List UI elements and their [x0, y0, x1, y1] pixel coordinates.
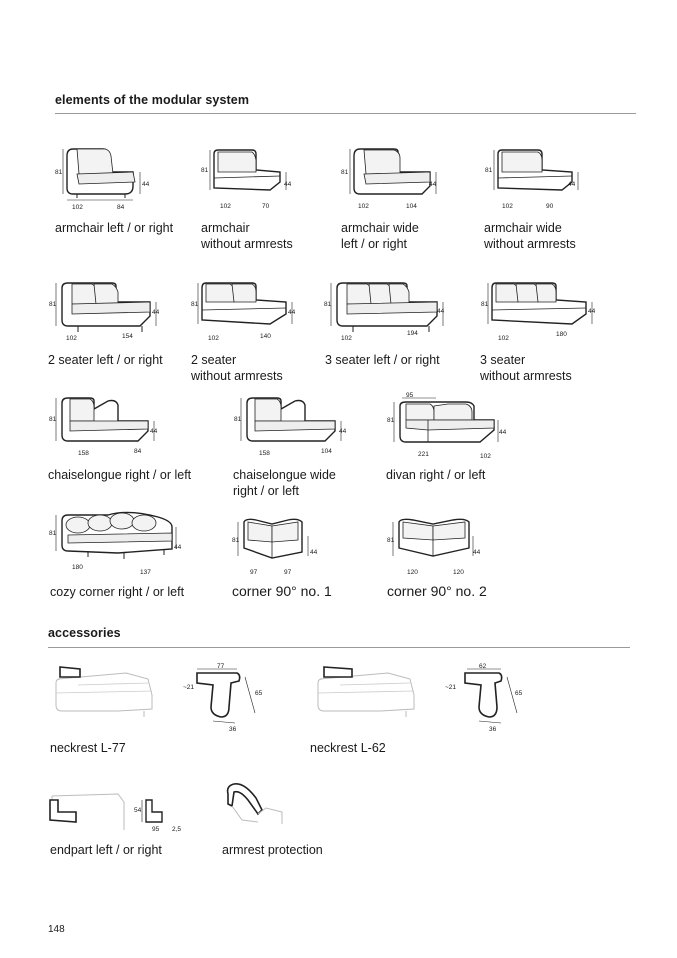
dimension-label: 194 — [407, 330, 418, 337]
dimension-label: 120 — [407, 569, 418, 576]
dimension-label: 81 — [387, 537, 395, 544]
dimension-label: 81 — [485, 167, 493, 174]
dimension-label: 90 — [546, 203, 554, 210]
dimension-label: 81 — [387, 417, 395, 424]
dimension-label: 44 — [152, 309, 160, 316]
dimension-label: 221 — [418, 451, 429, 458]
dimension-label: 95 — [152, 826, 160, 833]
cozy-corner-drawing — [48, 505, 188, 580]
armchair-left-drawing — [55, 146, 155, 216]
item-label: armchair left / or right — [55, 221, 174, 235]
armrest-protection-drawing — [222, 778, 302, 833]
2-seater-without-armrests-drawing — [190, 280, 300, 345]
item-label: armchair wide without armrests — [484, 221, 576, 251]
item-label: chaiselongue right / or left — [48, 468, 192, 482]
dimension-label: 36 — [229, 726, 237, 733]
section-title-accessories: accessories — [48, 626, 121, 640]
3-seater-without-armrests-drawing — [480, 280, 605, 345]
dimension-label: 102 — [66, 335, 77, 342]
neckrest-l77-dimension-drawing — [183, 663, 273, 733]
dimension-label: 158 — [259, 450, 270, 457]
dimension-label: ~21 — [445, 684, 457, 691]
dimension-label: 180 — [72, 564, 83, 571]
dimension-label: 81 — [324, 301, 332, 308]
item-label: armchair wide left / or right — [341, 221, 419, 251]
armchair-wide-without-armrests-drawing — [484, 146, 584, 216]
dimension-label: 65 — [255, 690, 263, 697]
neckrest-l62-dimension-drawing — [445, 663, 535, 733]
item-label: corner 90° no. 1 — [232, 583, 332, 599]
dimension-label: 44 — [499, 429, 507, 436]
dimension-label: 44 — [284, 181, 292, 188]
dimension-label: 102 — [208, 335, 219, 342]
dim-width: 84 — [117, 204, 125, 211]
dimension-label: 44 — [150, 428, 158, 435]
item-label: chaiselongue wide right / or left — [233, 468, 336, 498]
accessory-label: neckrest L-77 — [50, 741, 126, 755]
dimension-label: 137 — [140, 569, 151, 576]
dimension-label: 44 — [588, 308, 596, 315]
dimension-label: 81 — [201, 167, 209, 174]
item-label: corner 90° no. 2 — [387, 583, 487, 599]
chaiselongue-drawing — [48, 395, 168, 460]
dimension-label: 95 — [406, 392, 414, 399]
endpart-drawing — [48, 790, 198, 840]
dimension-label: 81 — [481, 301, 489, 308]
dimension-label: 81 — [49, 416, 57, 423]
2-seater-left-drawing — [48, 280, 168, 345]
dimension-label: 81 — [232, 537, 240, 544]
dimension-label: 44 — [437, 308, 445, 315]
dimension-label: 65 — [515, 690, 523, 697]
dimension-label: 2,5 — [172, 826, 182, 833]
dimension-label: 77 — [217, 663, 225, 670]
dimension-label: 44 — [310, 549, 318, 556]
armchair-without-armrests-drawing — [200, 146, 300, 216]
dimension-label: 44 — [339, 428, 347, 435]
dimension-label: 180 — [556, 331, 567, 338]
dimension-label: 102 — [220, 203, 231, 210]
corner-no2-drawing — [387, 512, 487, 580]
section-title-modular: elements of the modular system — [55, 93, 250, 107]
chaiselongue-wide-drawing — [233, 395, 353, 460]
dimension-label: 70 — [262, 203, 270, 210]
page-number: 148 — [48, 924, 65, 935]
dimension-label: 81 — [341, 169, 349, 176]
item-label: divan right / or left — [386, 468, 486, 482]
dimension-label: 102 — [498, 335, 509, 342]
accessory-label: armrest protection — [222, 843, 323, 857]
dimension-label: 44 — [174, 544, 182, 551]
dimension-label: 154 — [122, 333, 133, 340]
dimension-label: 158 — [78, 450, 89, 457]
dimension-label: 44 — [288, 309, 296, 316]
neckrest-l62-sofa-drawing — [310, 665, 420, 725]
dimension-label: 81 — [49, 530, 57, 537]
dimension-label: 62 — [479, 663, 487, 670]
section-divider — [55, 113, 636, 114]
item-label: 2 seater left / or right — [48, 353, 163, 367]
dimension-label: 81 — [234, 416, 242, 423]
accessory-label: endpart left / or right — [50, 843, 162, 857]
item-label: 3 seater left / or right — [325, 353, 440, 367]
dimension-label: 97 — [284, 569, 292, 576]
dimension-label: 36 — [489, 726, 497, 733]
dimension-label: 81 — [49, 301, 57, 308]
dimension-label: ~21 — [183, 684, 195, 691]
item-label: armchair without armrests — [201, 221, 293, 251]
dimension-label: 81 — [191, 301, 199, 308]
dim-depth: 102 — [72, 204, 83, 211]
divan-drawing — [386, 392, 516, 462]
dimension-label: 44 — [568, 181, 576, 188]
dimension-label: 44 — [429, 181, 437, 188]
item-label: 2 seater without armrests — [191, 353, 283, 383]
dimension-label: 97 — [250, 569, 258, 576]
dim-seat: 44 — [142, 181, 150, 188]
dimension-label: 44 — [473, 549, 481, 556]
item-label: 3 seater without armrests — [480, 353, 572, 383]
neckrest-l77-sofa-drawing — [48, 665, 158, 725]
corner-no1-drawing — [232, 512, 332, 580]
dimension-label: 104 — [321, 448, 332, 455]
dimension-label: 54 — [134, 807, 142, 814]
dimension-label: 102 — [341, 335, 352, 342]
section-divider — [48, 647, 630, 648]
dimension-label: 120 — [453, 569, 464, 576]
3-seater-left-drawing — [323, 280, 453, 345]
dimension-label: 102 — [480, 453, 491, 460]
dimension-label: 104 — [406, 203, 417, 210]
accessory-label: neckrest L-62 — [310, 741, 386, 755]
dimension-label: 102 — [358, 203, 369, 210]
dimension-label: 84 — [134, 448, 142, 455]
armchair-wide-drawing — [340, 146, 440, 216]
item-label: cozy corner right / or left — [50, 585, 185, 599]
dimension-label: 140 — [260, 333, 271, 340]
dimension-label: 102 — [502, 203, 513, 210]
dim-height: 81 — [55, 169, 63, 176]
